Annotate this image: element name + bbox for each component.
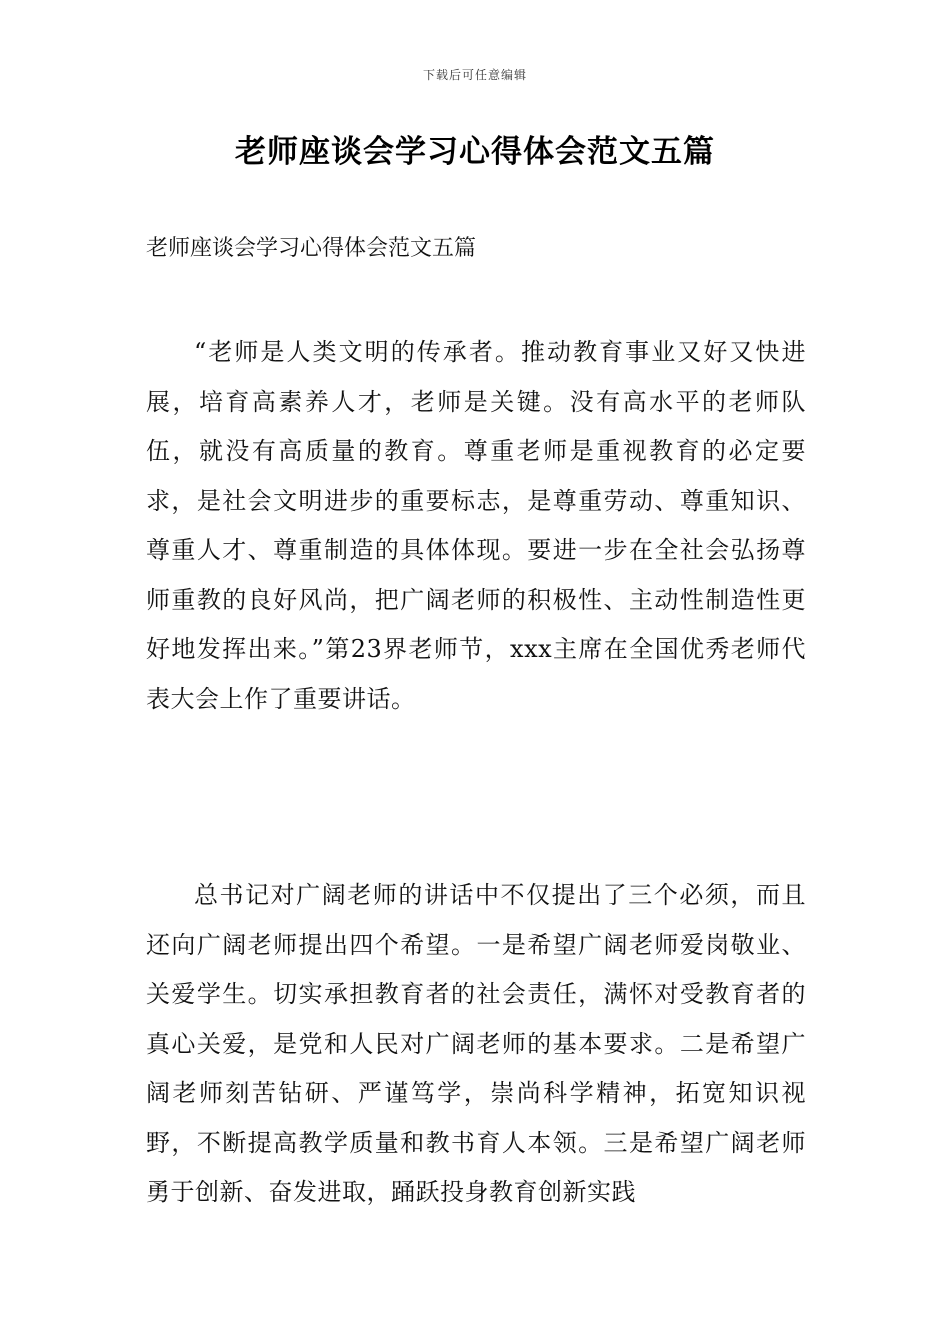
document-title: 老师座谈会学习心得体会范文五篇 <box>235 134 715 170</box>
header-note: 下载后可任意编辑 <box>422 68 527 82</box>
body-paragraph-2: 总书记对广阔老师的讲话中不仅提出了三个必须，而且还向广阔老师提出四个希望。一是希望广阔老师爱岗敬业、关爱学生。切实承担教育者的社会责任，满怀对受教育者的真心关爱，是党和人民对广阔老师的基本要求。二是希望广阔老师刻苦钻研、严谨笃学，崇尚科学精神，拓宽知识视野，不断提高教学质量和教书育人本领。三是希望广阔老师勇于创新、奋发进取，踊跃投身教育创新实践 <box>146 881 806 1206</box>
body-paragraph-1: “老师是人类文明的传承者。推动教育事业又好又快进展，培育高素养人才，老师是关键。没有高水平的老师队伍，就没有高质量的教育。尊重老师是重视教育的必定要求，是社会文明进步的重要标志，是尊重劳动、尊重知识、尊重人才、尊重制造的具体体现。要进一步在全社会弘扬尊师重教的良好风尚，把广阔老师的积极性、主动性制造性更好地发挥出来。”第23界老师节，xxx主席在全国优秀老师代表大会上作了重要讲话。 <box>146 338 806 713</box>
document-subtitle: 老师座谈会学习心得体会范文五篇 <box>146 236 477 261</box>
